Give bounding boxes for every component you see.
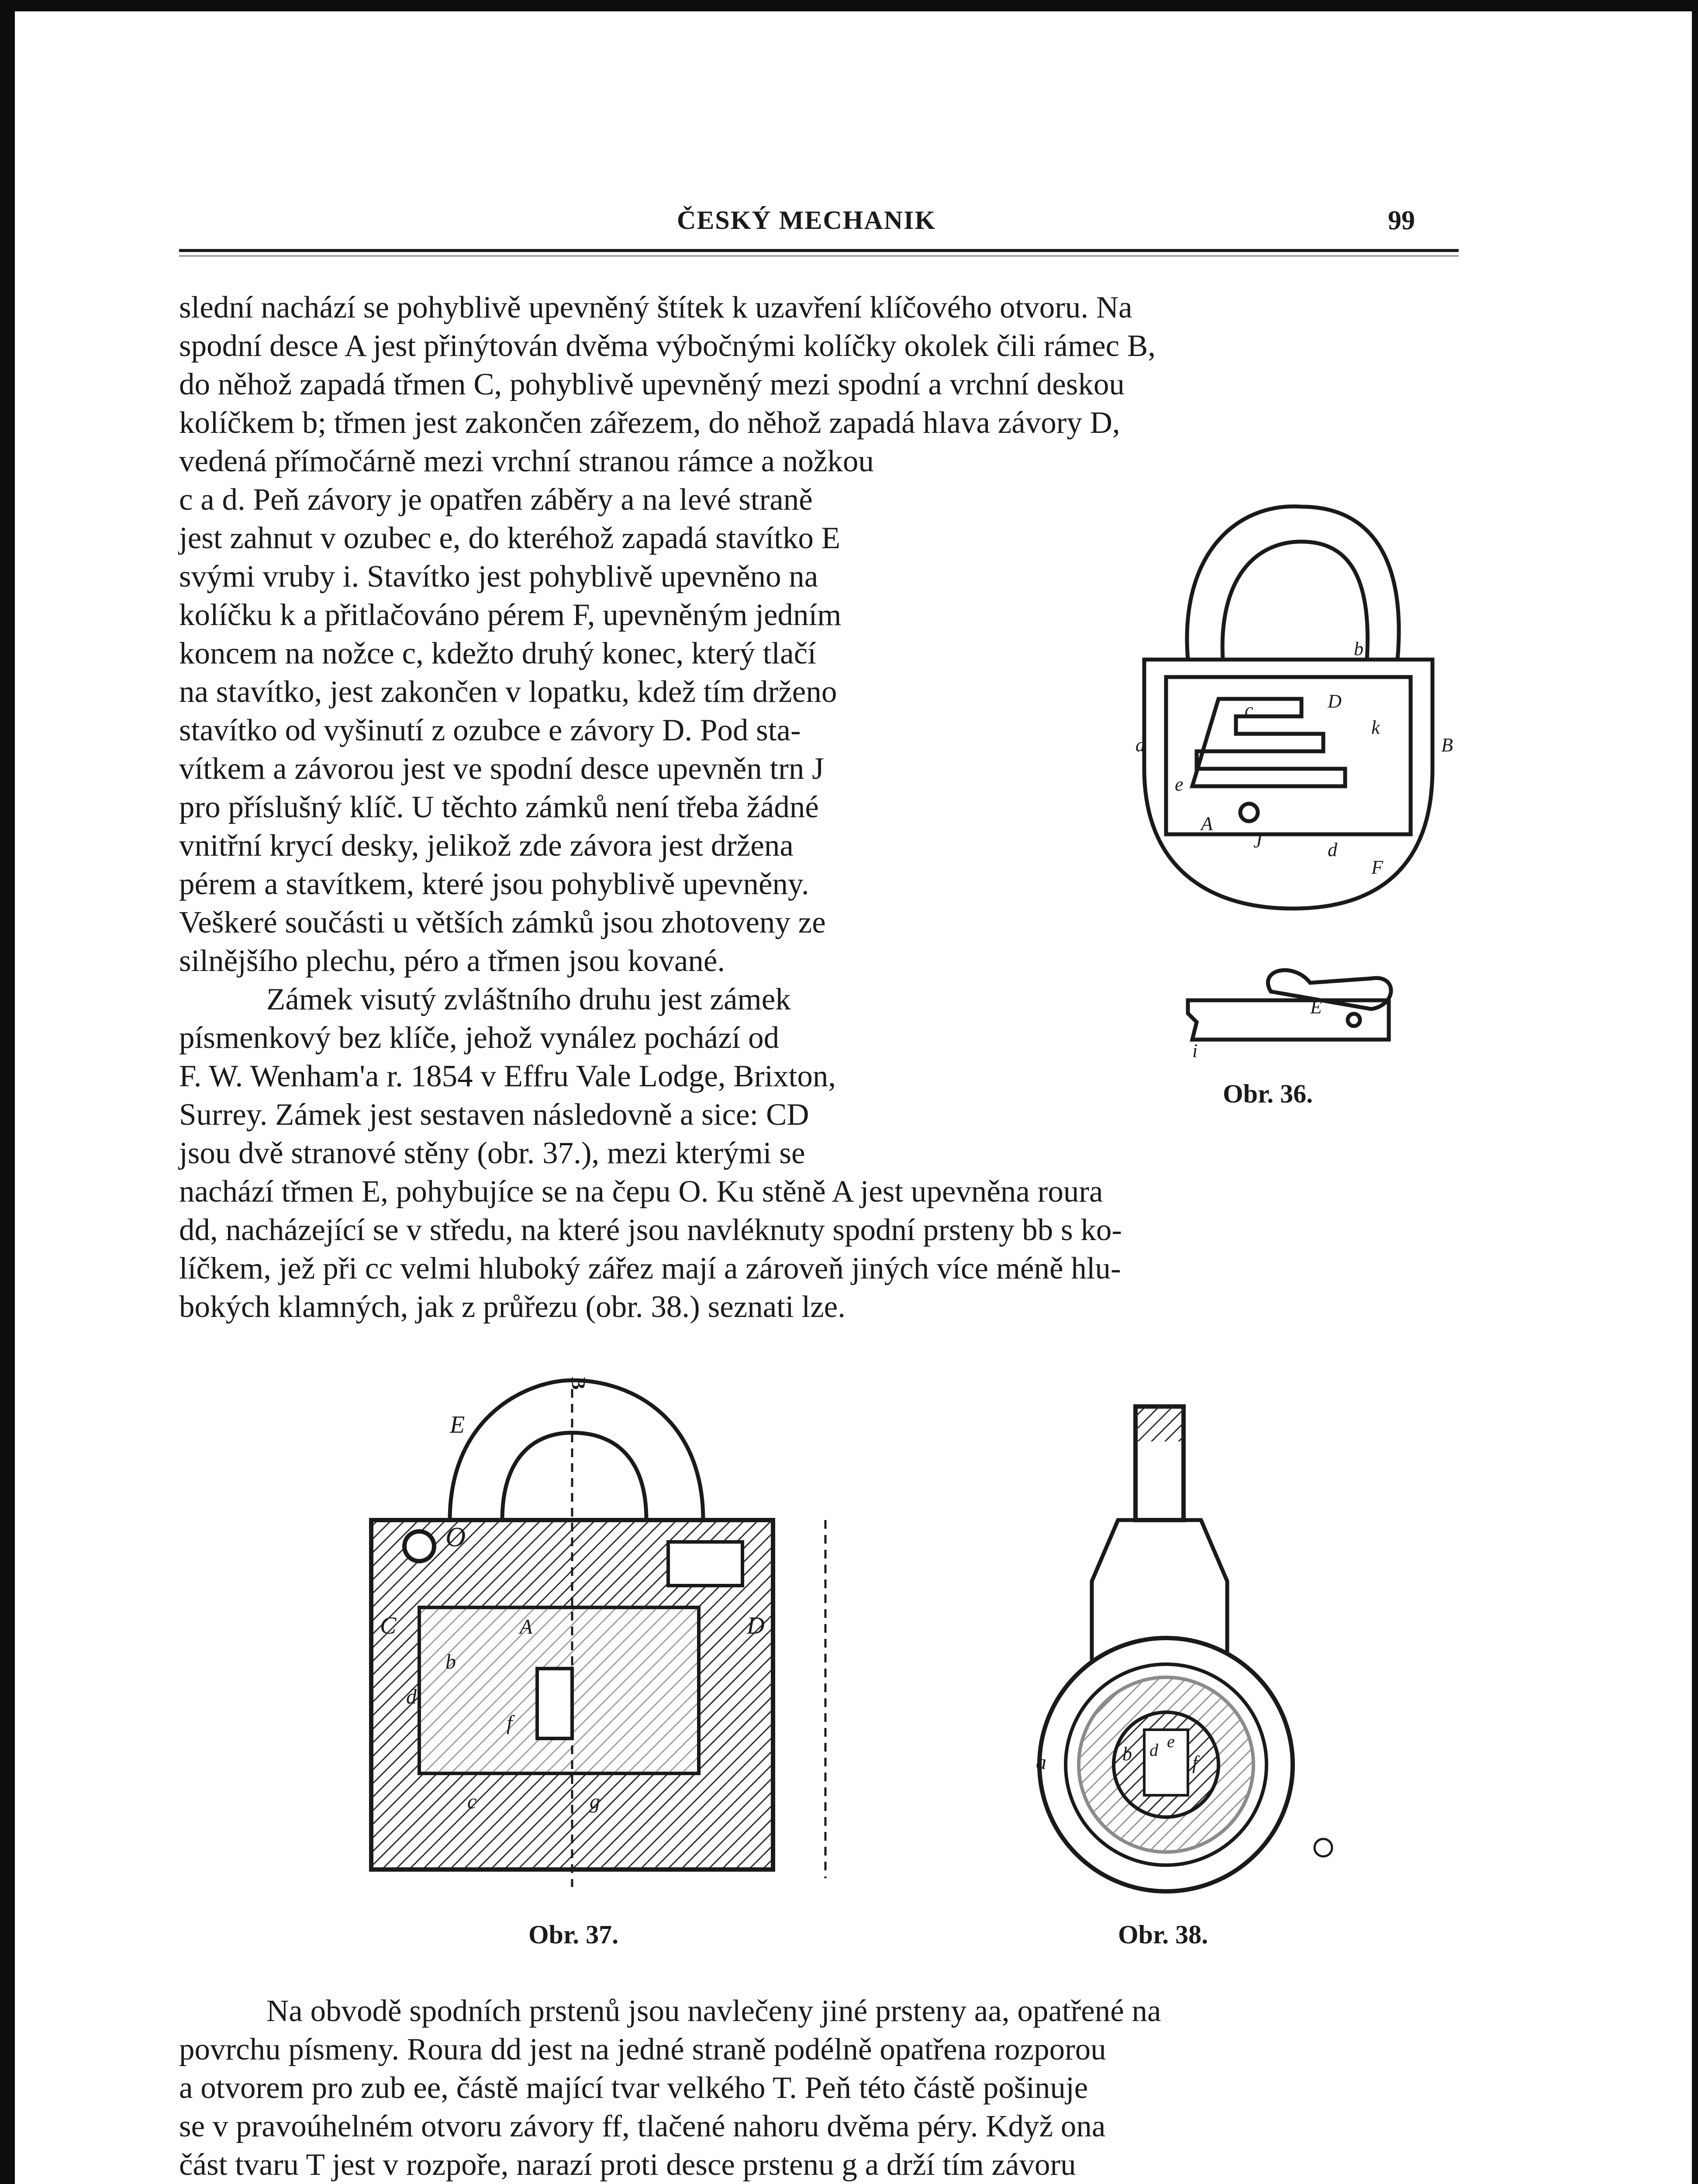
text-line: do něhož zapadá třmen C, pohyblivě upevněný mezi spodní a vrchní deskou — [179, 367, 1125, 401]
running-header: ČESKÝ MECHANIK — [677, 206, 936, 235]
fig37-label-b: b — [445, 1650, 456, 1673]
text-line: se v pravoúhelném otvoru závory ff, tlačené nahoru dvěma péry. Když ona — [179, 2109, 1106, 2143]
fig37-label-c: c — [467, 1790, 477, 1813]
fig36-label-B: B — [1441, 734, 1453, 756]
text-line: svými vruby i. Stavítko jest pohyblivě upevněno na — [179, 560, 818, 594]
text-line: pro příslušný klíč. U těchto zámků není třeba žádné — [179, 790, 819, 824]
fig36-label-i: i — [1192, 1040, 1198, 1061]
figure-37-caption: Obr. 37. — [528, 1920, 619, 1949]
fig38-label-e: e — [1167, 1731, 1175, 1751]
fig36-label-e: e — [1175, 774, 1184, 795]
text-line: dd, nacházející se v středu, na které jsou navléknuty spodní prsteny bb s ko- — [179, 1213, 1122, 1247]
text-line: kolíčkem b; třmen jest zakončen zářezem, do něhož zapadá hlava závory D, — [179, 406, 1120, 440]
fig36-label-F: F — [1371, 857, 1383, 878]
fig38-label-d: d — [1149, 1740, 1158, 1760]
fig38-label-a: a — [1036, 1751, 1046, 1774]
text-line: silnějšího plechu, péro a třmen jsou kované. — [179, 944, 725, 978]
fig37-label-E: E — [450, 1411, 465, 1438]
text-line: písmenkový bez klíče, jehož vynález pochází od — [179, 1021, 780, 1055]
text-line: vnitřní krycí desky, jelikož zde závora jest držena — [179, 829, 794, 863]
text-line: Veškeré součásti u větších zámků jsou zhotoveny ze — [179, 905, 826, 940]
header-rule — [179, 249, 1459, 252]
paragraph-2-narrow — [179, 980, 1055, 1172]
text-line: spodní desce A jest přinýtován dvěma výbočnými kolíčky okolek čili rámec B, — [179, 329, 1156, 363]
paragraph-1-narrow — [179, 442, 1055, 980]
fig36-label-J: J — [1253, 830, 1262, 852]
fig37-label-C: C — [380, 1612, 397, 1639]
text-line: jsou dvě stranové stěny (obr. 37.), mezi kterými se — [179, 1136, 805, 1170]
fig36-label-d: d — [1328, 839, 1337, 860]
text-line: nachází třmen E, pohybujíce se na čepu O. Ku stěně A jest upevněna roura — [179, 1175, 1103, 1209]
paragraph-1-full — [179, 288, 1459, 442]
text-line: vedená přímočárně mezi vrchní stranou rámce a nožkou — [179, 444, 874, 478]
fig38-label-f: f — [1192, 1752, 1198, 1773]
text-line: vítkem a závorou jest ve spodní desce upevněn trn J — [179, 752, 824, 786]
text-line: bokých klamných, jak z průřezu (obr. 38.) seznati lze. — [179, 1290, 846, 1324]
fig36-label-E: E — [1310, 996, 1322, 1018]
text-line: část tvaru T jest v rozpoře, narazí proti desce prstenu g a drží tím závoru — [179, 2148, 1076, 2182]
text-line: kolíčku k a přitlačováno pérem F, upevněným jedním — [179, 598, 842, 632]
text-line: Zámek visutý zvláštního druhu jest zámek — [266, 982, 791, 1016]
figure-36-caption: Obr. 36. — [1223, 1079, 1313, 1108]
paragraph-3-full — [179, 1992, 1459, 2184]
paragraph-2-full — [179, 1172, 1459, 1326]
fig37-label-d: d — [406, 1685, 417, 1708]
fig37-label-f: f — [507, 1711, 513, 1735]
fig37-label-A: A — [520, 1615, 533, 1638]
text-line: c a d. Peň závory je opatřen záběry a na levé straně — [179, 483, 813, 517]
fig37-label-B: B — [568, 1377, 589, 1390]
fig36-label-b: b — [1354, 638, 1363, 660]
text-line: slední nachází se pohyblivě upevněný štítek k uzavření klíčového otvoru. Na — [179, 290, 1132, 325]
scan-right-edge — [1692, 0, 1698, 2184]
fig36-label-A: A — [1201, 813, 1213, 834]
page-number: 99 — [1388, 206, 1415, 235]
text-line: stavítko od vyšinutí z ozubce e závory D. Pod sta- — [179, 713, 801, 747]
text-line: F. W. Wenham'a r. 1854 v Effru Vale Lodge, Brixton, — [179, 1059, 836, 1093]
text-line: Surrey. Zámek jest sestaven následovně a sice: CD — [179, 1098, 809, 1132]
fig37-label-D: D — [747, 1612, 765, 1639]
text-line: a otvorem pro zub ee, částě mající tvar velkého T. Peň této částě pošinuje — [179, 2071, 1088, 2105]
text-line: koncem na nožce c, kdežto druhý konec, který tlačí — [179, 636, 816, 670]
text-line: na stavítko, jest zakončen v lopatku, kdež tím drženo — [179, 675, 837, 709]
figure-36-padlock — [1127, 489, 1459, 1061]
fig36-label-k: k — [1371, 717, 1380, 738]
text-line: pérem a stavítkem, které jsou pohyblivě upevněny. — [179, 867, 809, 901]
fig38-label-b: b — [1122, 1743, 1132, 1765]
figure-38-rings — [1018, 1398, 1332, 1896]
fig36-label-D: D — [1328, 691, 1342, 712]
fig36-label-a: a — [1135, 734, 1145, 756]
fig37-label-g: g — [590, 1790, 600, 1813]
figure-38-caption: Obr. 38. — [1118, 1920, 1208, 1949]
text-line: povrchu písmeny. Roura dd jest na jedné straně podélně opatřena rozporou — [179, 2032, 1106, 2067]
text-line: jest zahnut v ozubec e, do kteréhož zapadá stavítko E — [179, 521, 841, 555]
figure-37-section — [362, 1372, 865, 1900]
text-line: líčkem, jež při cc velmi hluboký zářez mají a zároveň jiných více méně hlu- — [179, 1251, 1121, 1286]
text-line: Na obvodě spodních prstenů jsou navlečeny jiné prsteny aa, opatřené na — [266, 1994, 1161, 2028]
fig37-label-O: O — [445, 1521, 466, 1552]
fig36-label-c: c — [1245, 699, 1253, 721]
